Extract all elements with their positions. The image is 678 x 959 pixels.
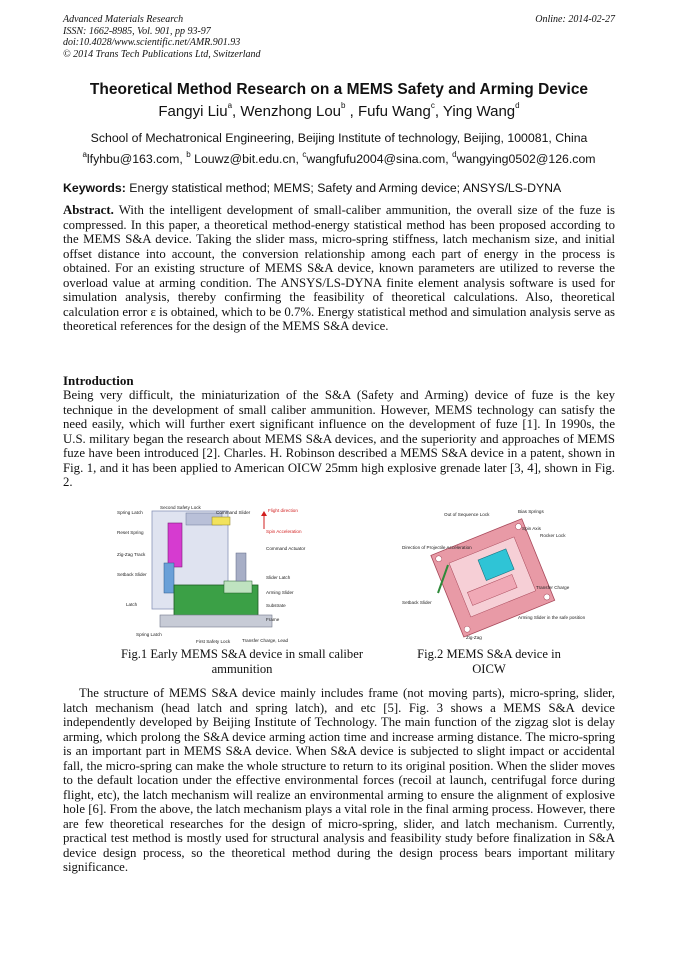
email-address: wangying0502@126.com bbox=[456, 152, 596, 166]
fig1-label-command-slider: Command Slider bbox=[216, 510, 251, 515]
email-sup: b bbox=[186, 150, 191, 159]
fig1-label-frame: Frame bbox=[266, 617, 280, 622]
author-name: Fufu Wang bbox=[358, 103, 431, 120]
journal-header bbox=[63, 14, 615, 60]
fig2-label-transfer-charge: Transfer Charge bbox=[536, 585, 570, 590]
author-sup: d bbox=[515, 101, 520, 110]
fig2-label-bias-springs: Bias Springs bbox=[518, 509, 544, 514]
author-list: Fangyi Liu$^a$, Wenzhong Lou$^b$ , Fufu Wang$^c$, Ying Wang$^d$ bbox=[158, 101, 520, 120]
journal-name: Advanced Materials Research bbox=[63, 14, 184, 25]
fig1-label-spring-latch: Spring Latch bbox=[117, 510, 143, 515]
fig1-label-slider-latch: Slider Latch bbox=[266, 575, 291, 580]
affiliation: School of Mechatronical Engineering, Beijing Institute of technology, Beijing, 100081, China bbox=[90, 131, 588, 145]
fig1-label-transfer-charge-lead: Transfer Charge, Lead bbox=[242, 638, 289, 643]
figure-1-caption-line1: Fig.1 Early MEMS S&A device in small caliber bbox=[120, 647, 364, 661]
doi-line: doi:10.4028/www.scientific.net/AMR.901.93 bbox=[63, 37, 241, 48]
keywords-label: Keywords: bbox=[63, 181, 126, 195]
fig2-label-rocker-lock: Rocker Lock bbox=[540, 533, 566, 538]
issn-line: ISSN: 1662-8985, Vol. 901, pp 93-97 bbox=[63, 25, 211, 37]
figure-1-caption-line2: ammunition bbox=[211, 661, 273, 676]
figure-2-caption bbox=[400, 647, 578, 676]
figure-2-caption-line2: OICW bbox=[472, 661, 506, 676]
online-date: Online: 2014-02-27 bbox=[535, 14, 615, 25]
fig1-label-arming-slider: Arming Slider bbox=[266, 590, 294, 595]
fig2-label-spin-axis: Spin Axis bbox=[522, 526, 541, 531]
email-list: $^a$lfyhbu@163.com, $^b$ Louwz@bit.edu.cn, $^c$wangfufu2004@sina.com, $^d$wangying0502@126.com bbox=[82, 150, 596, 166]
fig2-label-direction-projectile: Direction of Projectile Acceleration bbox=[402, 545, 472, 550]
email-address: Louwz@bit.edu.cn bbox=[194, 152, 296, 166]
fig1-label-spring-latch-bottom: Spring Latch bbox=[136, 632, 162, 637]
fig2-label-setback-slider: Setback Slider bbox=[402, 600, 432, 605]
author-name: Fangyi Liu bbox=[158, 103, 228, 120]
email-sup: c bbox=[302, 150, 307, 159]
author-sup: a bbox=[227, 101, 233, 110]
email-address: wangfufu2004@sina.com bbox=[306, 152, 446, 166]
fig1-label-flight-direction: Flight direction bbox=[268, 508, 298, 513]
fig1-label-spin-acceleration: Spin Acceleration bbox=[266, 529, 302, 534]
abstract bbox=[63, 203, 615, 334]
paper-title: Theoretical Method Research on a MEMS Safety and Arming Device bbox=[89, 81, 589, 98]
fig1-label-command-actuator: Command Actuator bbox=[266, 546, 306, 551]
figure-2-diagram bbox=[400, 507, 586, 645]
fig2-label-arming-slider-safe: Arming Slider in the safe position bbox=[518, 615, 586, 620]
fig1-label-reset-spring: Reset Spring bbox=[117, 530, 144, 535]
figure-1-diagram bbox=[116, 503, 314, 645]
fig1-label-substrate: Substrate bbox=[266, 603, 286, 608]
fig2-label-out-of-sequence-lock: Out of Sequence Lock bbox=[444, 512, 490, 517]
author-sup: c bbox=[430, 101, 435, 110]
introduction-heading: Introduction bbox=[63, 373, 134, 388]
fig1-label-first-safety-lock: First Safety Lock bbox=[196, 639, 231, 644]
copyright-line: © 2014 Trans Tech Publications Ltd, Switzerland bbox=[63, 48, 261, 60]
abstract-label: Abstract. bbox=[63, 203, 114, 217]
body-paragraph: The structure of MEMS S&A device mainly includes frame (not moving parts), micro-spring, slider, latch mechanism (head latch and spring latch), and etc [5]. Fig. 3 shows a MEMS S&A device independently developed by Beijing Institute of Technology. The main function of the zigzag slot is delay arming, which prolong the S&A device arming action time and increase arming distance. The micro-spring is an important part in MEMS S&A device. When S&A device is subjected to slight impact or accidental fall, the micro-spring can make the whole structure to return to its original position. When the slider moves to the default location under the effective environmental forces (recoil at launch, centrifugal force during flight, etc), the latch mechanism will realize an environmental arming to ensure the alignment of explosive hole [6]. From the above, the latch mechanism plays a vital role in the final arming process. However, there are few theoretical researches for the design of micro-spring, slider, and latch mechanism. Currently, practical test method is mostly used for structural analysis and feasibility study before finalization in S&A device design process, so the theoretical method during the design process bears important military significance. bbox=[63, 686, 615, 874]
author-name: Wenzhong Lou bbox=[240, 103, 342, 120]
email-sup: a bbox=[82, 150, 87, 159]
fig1-label-latch: Latch bbox=[126, 602, 138, 607]
author-name: Ying Wang bbox=[442, 103, 516, 120]
email-address: lfyhbu@163.com bbox=[86, 152, 180, 166]
author-sup: b bbox=[341, 101, 346, 110]
keywords bbox=[63, 181, 615, 195]
figure-2-caption-line1: Fig.2 MEMS S&A device in bbox=[417, 647, 561, 661]
keywords-text: Energy statistical method; MEMS; Safety and Arming device; ANSYS/LS-DYNA bbox=[129, 181, 562, 195]
figure-1-caption bbox=[104, 647, 380, 676]
fig1-label-zigzag-track: Zig-Zag Track bbox=[117, 552, 146, 557]
fig1-label-second-safety-lock: Second Safety Lock bbox=[160, 505, 201, 510]
introduction-text: Being very difficult, the miniaturization of the S&A (Safety and Arming) device of fuze is the key technique in the development of small caliber ammunition. However, MEMS technology can satisfy the need easily, which will further exert significant influence on the development of fuze [1]. In 1990s, the U.S. military began the research about MEMS S&A devices, and the superiority and approaches of MEMS fuze have been introduced [2]. Charles. H. Robinson described a MEMS S&A device in a patent, shown in Fig. 1, and it has been applied to American OICW 25mm high explosive grenade later [3, 4], shown in Fig. 2. bbox=[63, 388, 615, 489]
fig2-label-zigzag: Zig-Zag bbox=[466, 635, 482, 640]
fig1-label-setback-slider: Setback Slider bbox=[117, 572, 147, 577]
email-sup: d bbox=[452, 150, 457, 159]
abstract-text: With the intelligent development of small-caliber ammunition, the overall size of the fuze is compressed. In this paper, a theoretical method-energy statistical method has been proposed according to the MEMS S&A device. Taking the slider mass, micro-spring stiffness, latch mechanism size, and initial offset distance into account, the conversion relationship among each part of energy in the process is obtained. For an existing structure of MEMS S&A device, known parameters are utilized to reverse the overload value at arming condition. The ANSYS/LS-DYNA finite element analysis software is used for simulation analysis, thereby confirming the feasibility of theoretical calculations. Also, theoretical calculation error ε is obtained, which to be 0.7%. Energy statistical method and simulation analysis serve as theoretical references for the design of the MEMS S&A device. bbox=[63, 203, 615, 333]
